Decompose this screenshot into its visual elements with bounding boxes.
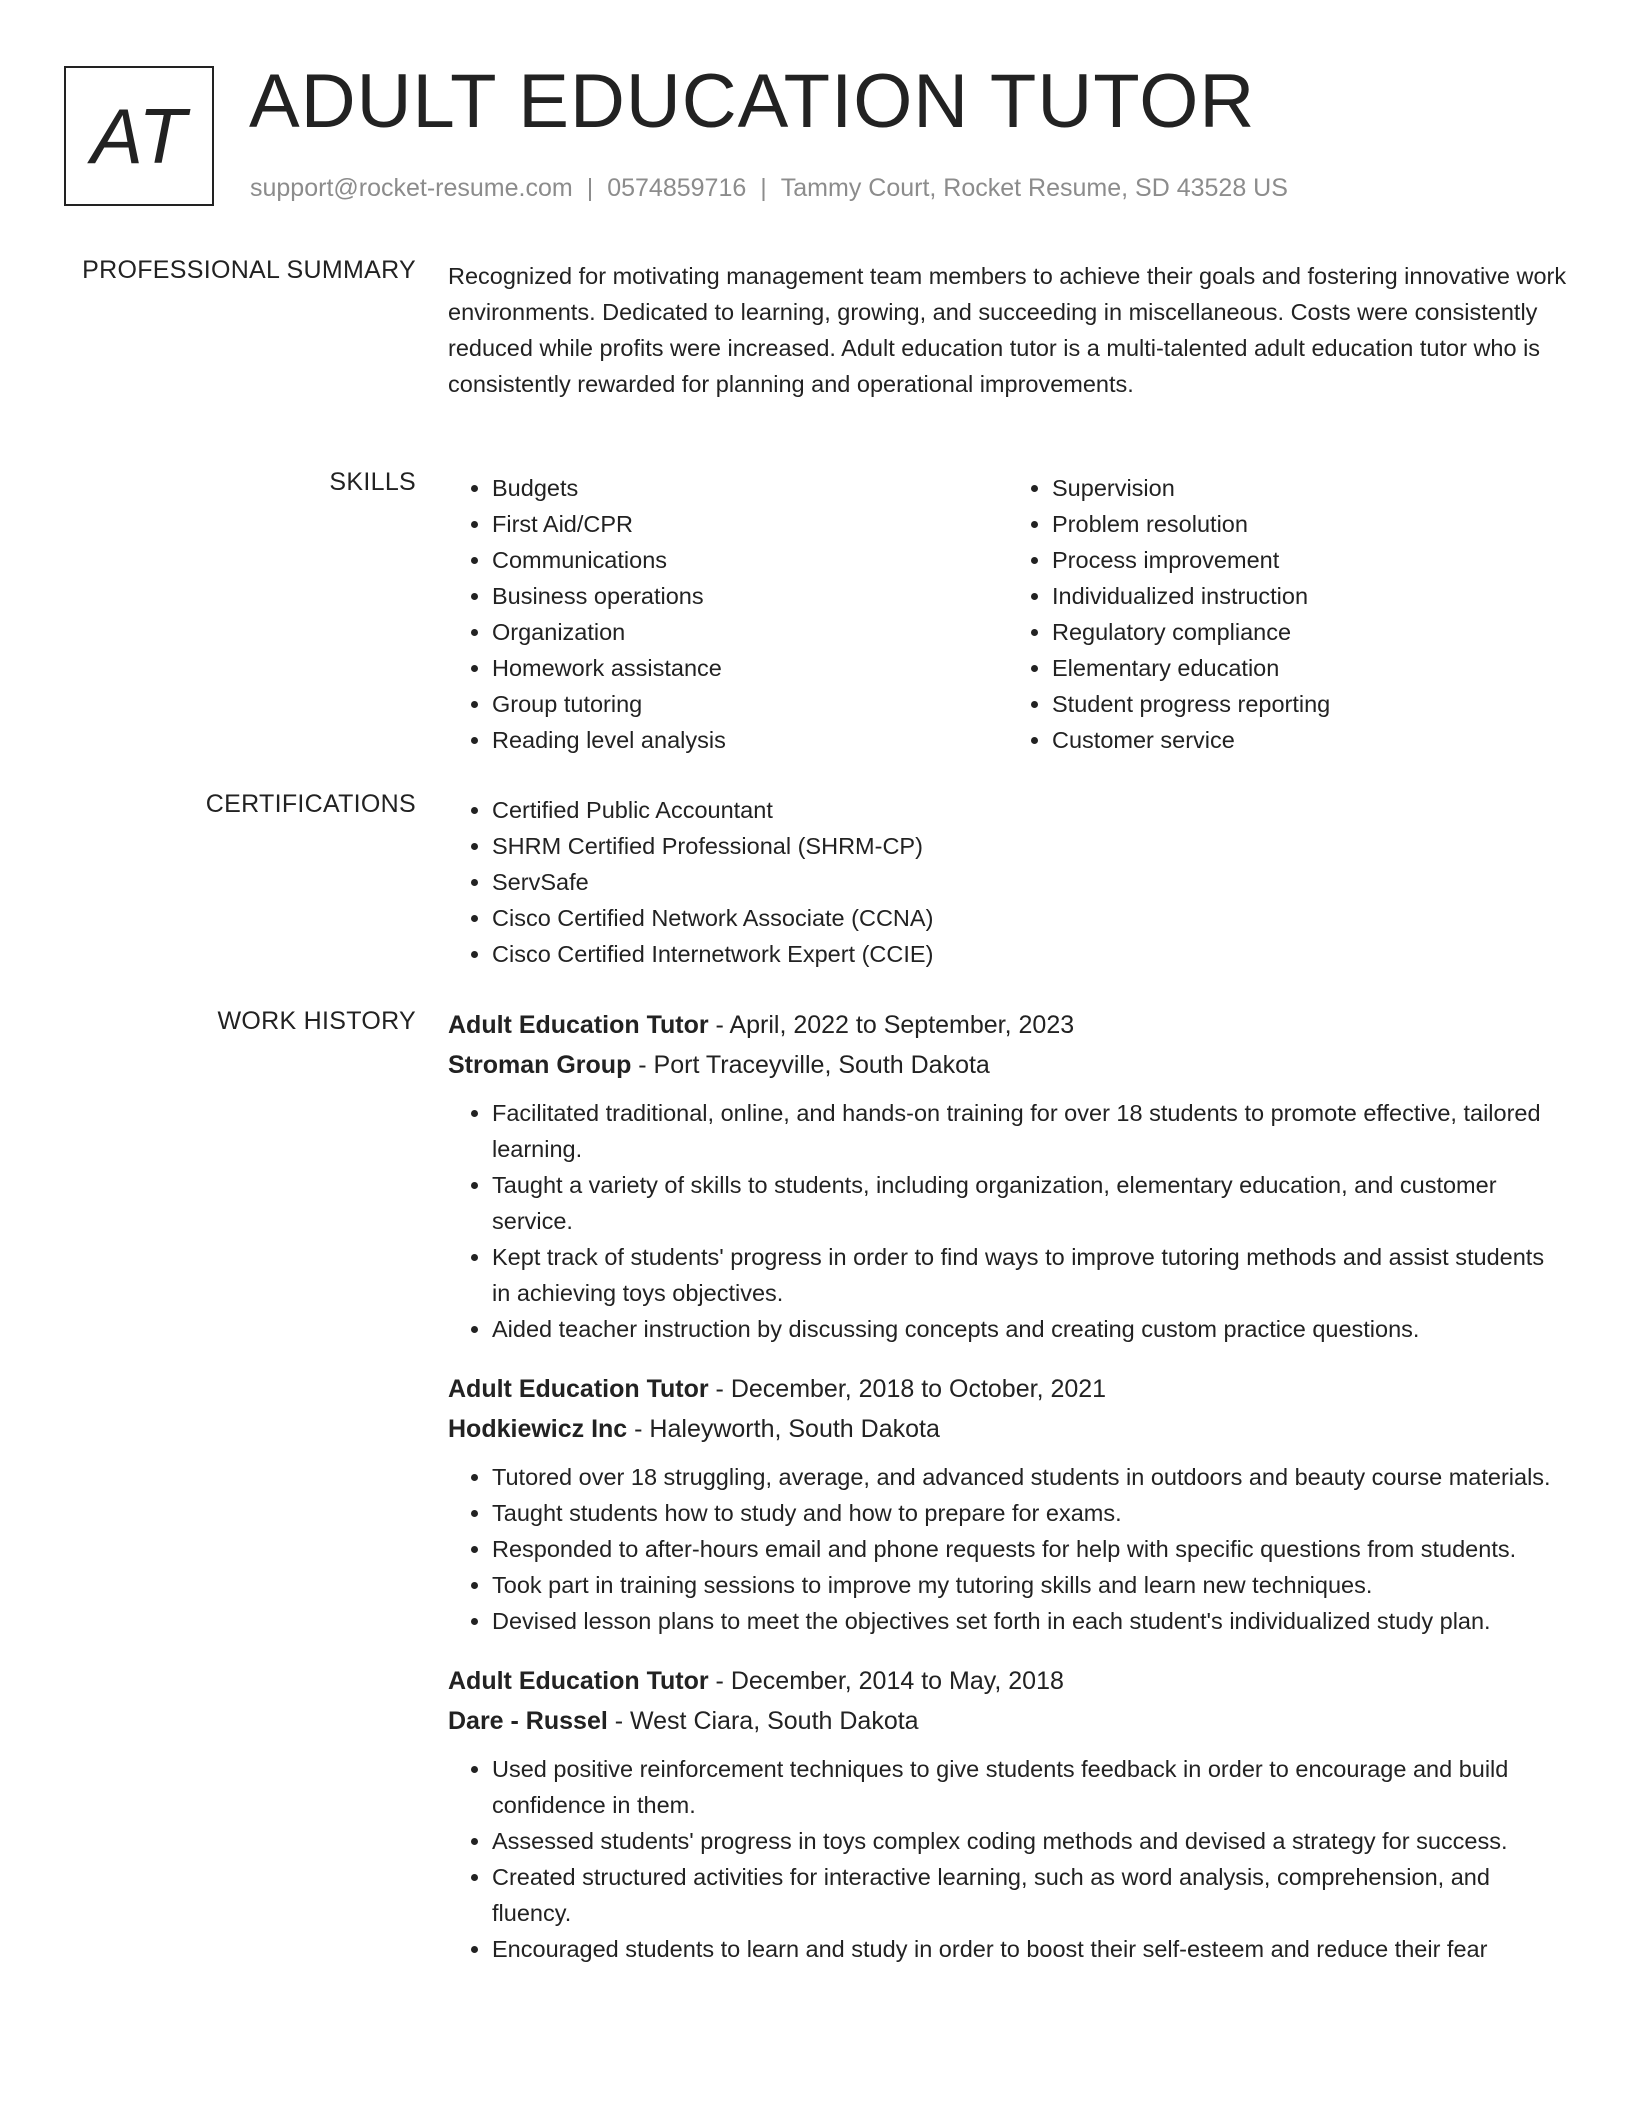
- job-bullet: • Devised lesson plans to meet the objectives set forth in each student's individualized study plan.: [492, 1603, 1568, 1639]
- job-bullet: • Assessed students' progress in toys complex coding methods and devised a strategy for success.: [492, 1823, 1568, 1859]
- certifications-body: [448, 792, 1568, 972]
- certification-item: • ServSafe: [492, 864, 1568, 900]
- job-entry: [448, 1005, 1568, 1347]
- skill-item: • Budgets: [492, 470, 1008, 506]
- skill-item: • Supervision: [1052, 470, 1568, 506]
- contact-separator: |: [586, 174, 594, 202]
- skill-item: • Reading level analysis: [492, 722, 1008, 758]
- job-dates: - December, 2014 to May, 2018: [708, 1667, 1064, 1695]
- skill-item: • Business operations: [492, 578, 1008, 614]
- job-company-line: [448, 1045, 1568, 1085]
- job-bullet: • Created structured activities for interactive learning, such as word analysis, comprehension, and fluency.: [492, 1859, 1568, 1931]
- section-label-summary: PROFESSIONAL SUMMARY: [82, 256, 416, 284]
- work-history-body: [448, 1005, 1568, 1989]
- skill-item: • First Aid/CPR: [492, 506, 1008, 542]
- job-dates: - April, 2022 to September, 2023: [708, 1011, 1075, 1039]
- job-bullet: • Tutored over 18 struggling, average, and advanced students in outdoors and beauty course materials.: [492, 1459, 1568, 1495]
- job-company: Dare - Russel: [448, 1707, 608, 1735]
- job-bullets: [448, 1459, 1568, 1639]
- job-title-line: [448, 1005, 1568, 1045]
- job-entry: [448, 1661, 1568, 1967]
- job-location: - Haleyworth, South Dakota: [627, 1415, 940, 1443]
- job-title-line: [448, 1369, 1568, 1409]
- job-bullets: [448, 1751, 1568, 1967]
- skill-item: • Student progress reporting: [1052, 686, 1568, 722]
- skills-list-left: [448, 470, 1008, 758]
- skill-item: • Regulatory compliance: [1052, 614, 1568, 650]
- skill-item: • Organization: [492, 614, 1008, 650]
- job-bullet: • Used positive reinforcement techniques to give students feedback in order to encourage and build confidence in them.: [492, 1751, 1568, 1823]
- job-location: - West Ciara, South Dakota: [607, 1707, 919, 1735]
- skill-item: • Problem resolution: [1052, 506, 1568, 542]
- summary-text: Recognized for motivating management team members to achieve their goals and fostering innovative work environments. Dedicated to learning, growing, and succeeding in miscellaneous. Costs were consistently reduced while profits were increased. Adult education tutor is a multi-talented adult education tutor who is consistently rewarded for planning and operational improvements.: [448, 263, 1567, 397]
- certifications-list: [448, 792, 1568, 972]
- contact-separator: |: [760, 174, 767, 202]
- job-location: - Port Traceyville, South Dakota: [631, 1051, 990, 1079]
- certification-item: • Cisco Certified Network Associate (CCNA): [492, 900, 1568, 936]
- contact-email[interactable]: support@rocket-resume.com: [250, 174, 573, 202]
- section-label-skills: SKILLS: [329, 468, 416, 496]
- job-bullet: • Kept track of students' progress in order to find ways to improve tutoring methods and assist students in achieving toys objectives.: [492, 1239, 1568, 1311]
- job-bullet: • Took part in training sessions to improve my tutoring skills and learn new techniques.: [492, 1567, 1568, 1603]
- job-company: Hodkiewicz Inc: [448, 1415, 628, 1443]
- certification-item: • Certified Public Accountant: [492, 792, 1568, 828]
- job-dates: - December, 2018 to October, 2021: [708, 1375, 1107, 1403]
- skill-item: • Elementary education: [1052, 650, 1568, 686]
- job-company-line: [448, 1409, 1568, 1449]
- contact-phone[interactable]: 0574859716: [607, 174, 747, 202]
- skill-item: • Homework assistance: [492, 650, 1008, 686]
- section-label-certifications: CERTIFICATIONS: [205, 790, 416, 818]
- skill-item: • Customer service: [1052, 722, 1568, 758]
- skill-item: • Individualized instruction: [1052, 578, 1568, 614]
- job-title: Adult Education Tutor: [448, 1011, 709, 1039]
- job-bullet: • Aided teacher instruction by discussing concepts and creating custom practice questions.: [492, 1311, 1568, 1347]
- job-title: Adult Education Tutor: [448, 1375, 709, 1403]
- skill-item: • Group tutoring: [492, 686, 1008, 722]
- contact-line: [250, 174, 1288, 203]
- skill-item: • Process improvement: [1052, 542, 1568, 578]
- job-title-line: [448, 1661, 1568, 1701]
- job-bullet: • Taught a variety of skills to students, including organization, elementary education, and customer service.: [492, 1167, 1568, 1239]
- contact-address: Tammy Court, Rocket Resume, SD 43528 US: [780, 174, 1288, 202]
- skills-columns: [448, 470, 1568, 758]
- monogram-logo: AT: [64, 66, 214, 206]
- job-company: Stroman Group: [448, 1051, 632, 1079]
- job-entry: [448, 1369, 1568, 1639]
- resume-title: ADULT EDUCATION TUTOR: [249, 59, 1256, 144]
- certification-item: • SHRM Certified Professional (SHRM-CP): [492, 828, 1568, 864]
- skills-list-right: [1008, 470, 1568, 758]
- job-title: Adult Education Tutor: [448, 1667, 709, 1695]
- job-company-line: [448, 1701, 1568, 1741]
- job-bullet: • Facilitated traditional, online, and hands-on training for over 18 students to promote effective, tailored learning.: [492, 1095, 1568, 1167]
- job-bullet: • Encouraged students to learn and study in order to boost their self-esteem and reduce their fear: [492, 1931, 1568, 1967]
- certification-item: • Cisco Certified Internetwork Expert (CCIE): [492, 936, 1568, 972]
- job-bullets: [448, 1095, 1568, 1347]
- section-label-work-history: WORK HISTORY: [217, 1007, 416, 1035]
- job-bullet: • Responded to after-hours email and phone requests for help with specific questions from students.: [492, 1531, 1568, 1567]
- skill-item: • Communications: [492, 542, 1008, 578]
- job-bullet: • Taught students how to study and how to prepare for exams.: [492, 1495, 1568, 1531]
